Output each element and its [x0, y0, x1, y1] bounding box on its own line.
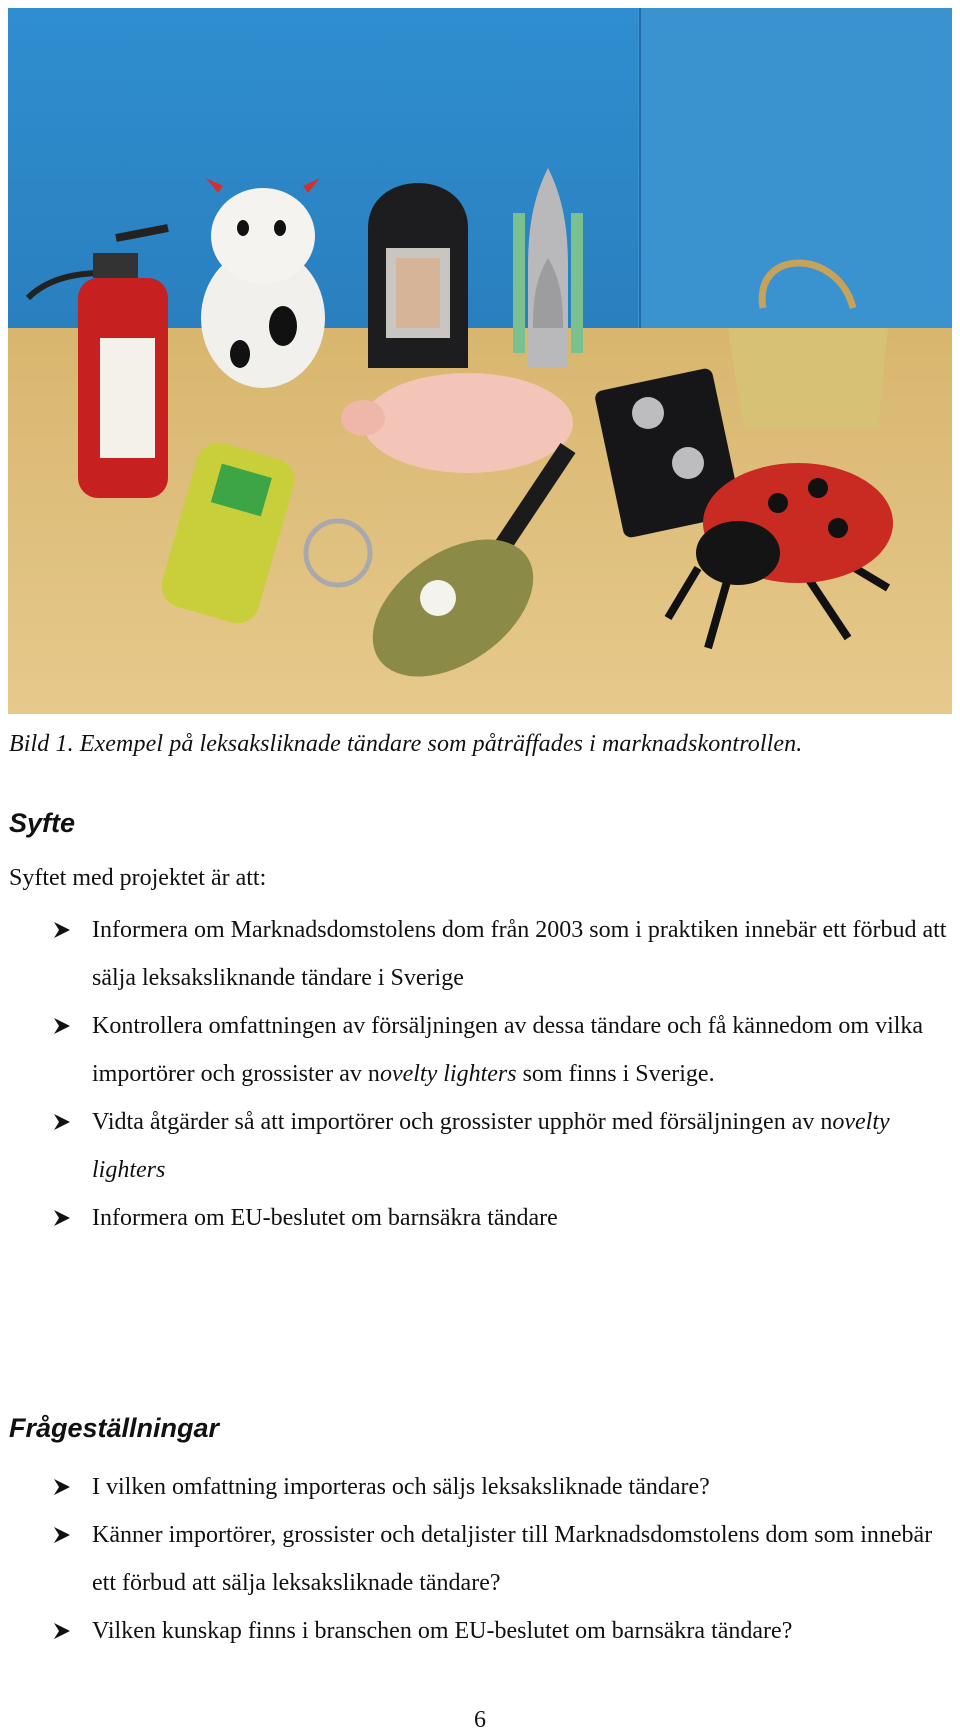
arrowhead-bullet-icon — [52, 1002, 72, 1050]
bullet-text: I vilken omfattning importeras och säljs leksaksliknade tändare? — [92, 1474, 710, 1500]
bullet-text-italic: ovelty lighters — [379, 1061, 517, 1087]
list-item — [0, 1002, 960, 1098]
arrowhead-bullet-icon — [52, 1098, 72, 1146]
list-item — [0, 1098, 960, 1194]
syfte-intro: Syftet med projektet är att: — [9, 865, 267, 891]
bullet-text: Känner importörer, grossister och detaljister till Marknadsdomstolens dom som innebär ett förbud att sälja leksaksliknade tändare? — [92, 1522, 933, 1596]
bullet-text: Vidta åtgärder så att importörer och grossister upphör med försäljningen av n — [92, 1109, 833, 1135]
section-heading-syfte: Syfte — [9, 808, 76, 838]
bullet-text: Vilken kunskap finns i branschen om EU-beslutet om barnsäkra tändare? — [92, 1618, 793, 1644]
list-item — [0, 1511, 960, 1607]
arrowhead-bullet-icon — [52, 1511, 72, 1559]
bullet-text: Informera om EU-beslutet om barnsäkra tändare — [92, 1205, 558, 1231]
bullet-text: Informera om Marknadsdomstolens dom från 2003 som i praktiken innebär ett förbud att sälja leksaksliknande tändare i Sverige — [92, 917, 947, 991]
section-heading-fragestallningar: Frågeställningar — [9, 1413, 220, 1443]
figure-caption: Bild 1. Exempel på leksaksliknade tändare som påträffades i marknadskontrollen. — [9, 731, 803, 757]
list-item — [0, 1194, 960, 1242]
arrowhead-bullet-icon — [52, 1194, 72, 1242]
arrowhead-bullet-icon — [52, 906, 72, 954]
bullet-text: Kontrollera omfattningen av försäljningen av dessa tändare och få kännedom om vilka importörer och grossister av n — [92, 1013, 924, 1087]
list-item — [0, 1607, 960, 1655]
black-lighter — [368, 183, 468, 368]
list-item — [0, 906, 960, 1002]
bullet-text: som finns i Sverige. — [516, 1061, 715, 1087]
bullet-text-italic: ovelty lighters — [92, 1109, 890, 1183]
fragestallningar-list — [0, 1463, 960, 1655]
page-number: 6 — [474, 1707, 486, 1733]
list-item — [0, 1463, 960, 1511]
arrowhead-bullet-icon — [52, 1463, 72, 1511]
arrowhead-bullet-icon — [52, 1607, 72, 1655]
toy-lighters-photo — [8, 8, 952, 714]
syfte-list — [0, 906, 960, 1242]
